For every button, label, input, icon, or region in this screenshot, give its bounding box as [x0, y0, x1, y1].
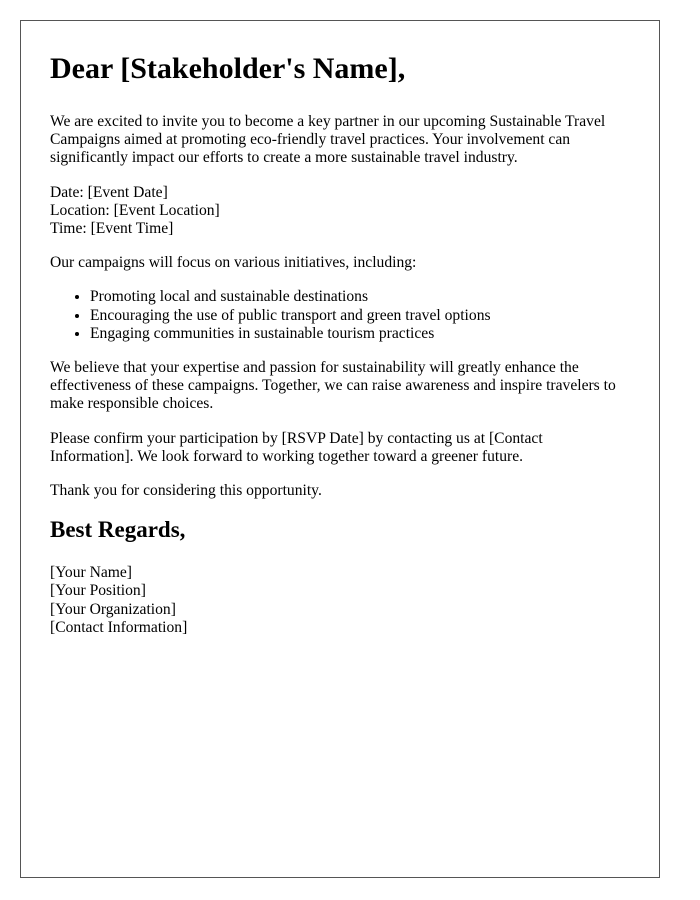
list-item: • Promoting local and sustainable destinations — [90, 288, 630, 306]
event-date: Date: [Event Date] — [50, 183, 168, 201]
closing-heading: Best Regards, — [50, 517, 186, 543]
event-location: Location: [Event Location] — [50, 201, 220, 219]
letter-greeting: Dear [Stakeholder's Name], — [50, 52, 406, 85]
intro-paragraph: We are excited to invite you to become a key partner in our upcoming Sustainable Travel Campaigns aimed at promoting eco-friendly travel practices. Your involvement can significantly impact our efforts to create a more sustainable travel industry. — [50, 113, 606, 167]
letter-card — [20, 20, 660, 878]
signature-name: [Your Name] — [50, 564, 133, 582]
event-time: Time: [Event Time] — [50, 220, 174, 238]
event-details — [50, 184, 630, 239]
rsvp-paragraph: Please confirm your participation by [RSVP Date] by contacting us at [Contact Information]. We look forward to working together toward a greener future. — [50, 429, 543, 465]
signature-position: [Your Position] — [50, 582, 146, 600]
signature-contact: [Contact Information] — [50, 618, 188, 636]
belief-paragraph: We believe that your expertise and passion for sustainability will greatly enhance the effectiveness of these campaigns. Together, we can raise awareness and inspire travelers to make responsible choices. — [50, 359, 616, 413]
focus-intro: Our campaigns will focus on various initiatives, including: — [50, 254, 417, 272]
signature-organization: [Your Organization] — [50, 600, 176, 618]
initiatives-list — [50, 288, 630, 343]
signature-block — [50, 564, 630, 637]
thanks-paragraph: Thank you for considering this opportunity. — [50, 482, 322, 500]
list-item: • Encouraging the use of public transport and green travel options — [90, 307, 630, 325]
list-item: • Engaging communities in sustainable tourism practices — [90, 325, 630, 343]
